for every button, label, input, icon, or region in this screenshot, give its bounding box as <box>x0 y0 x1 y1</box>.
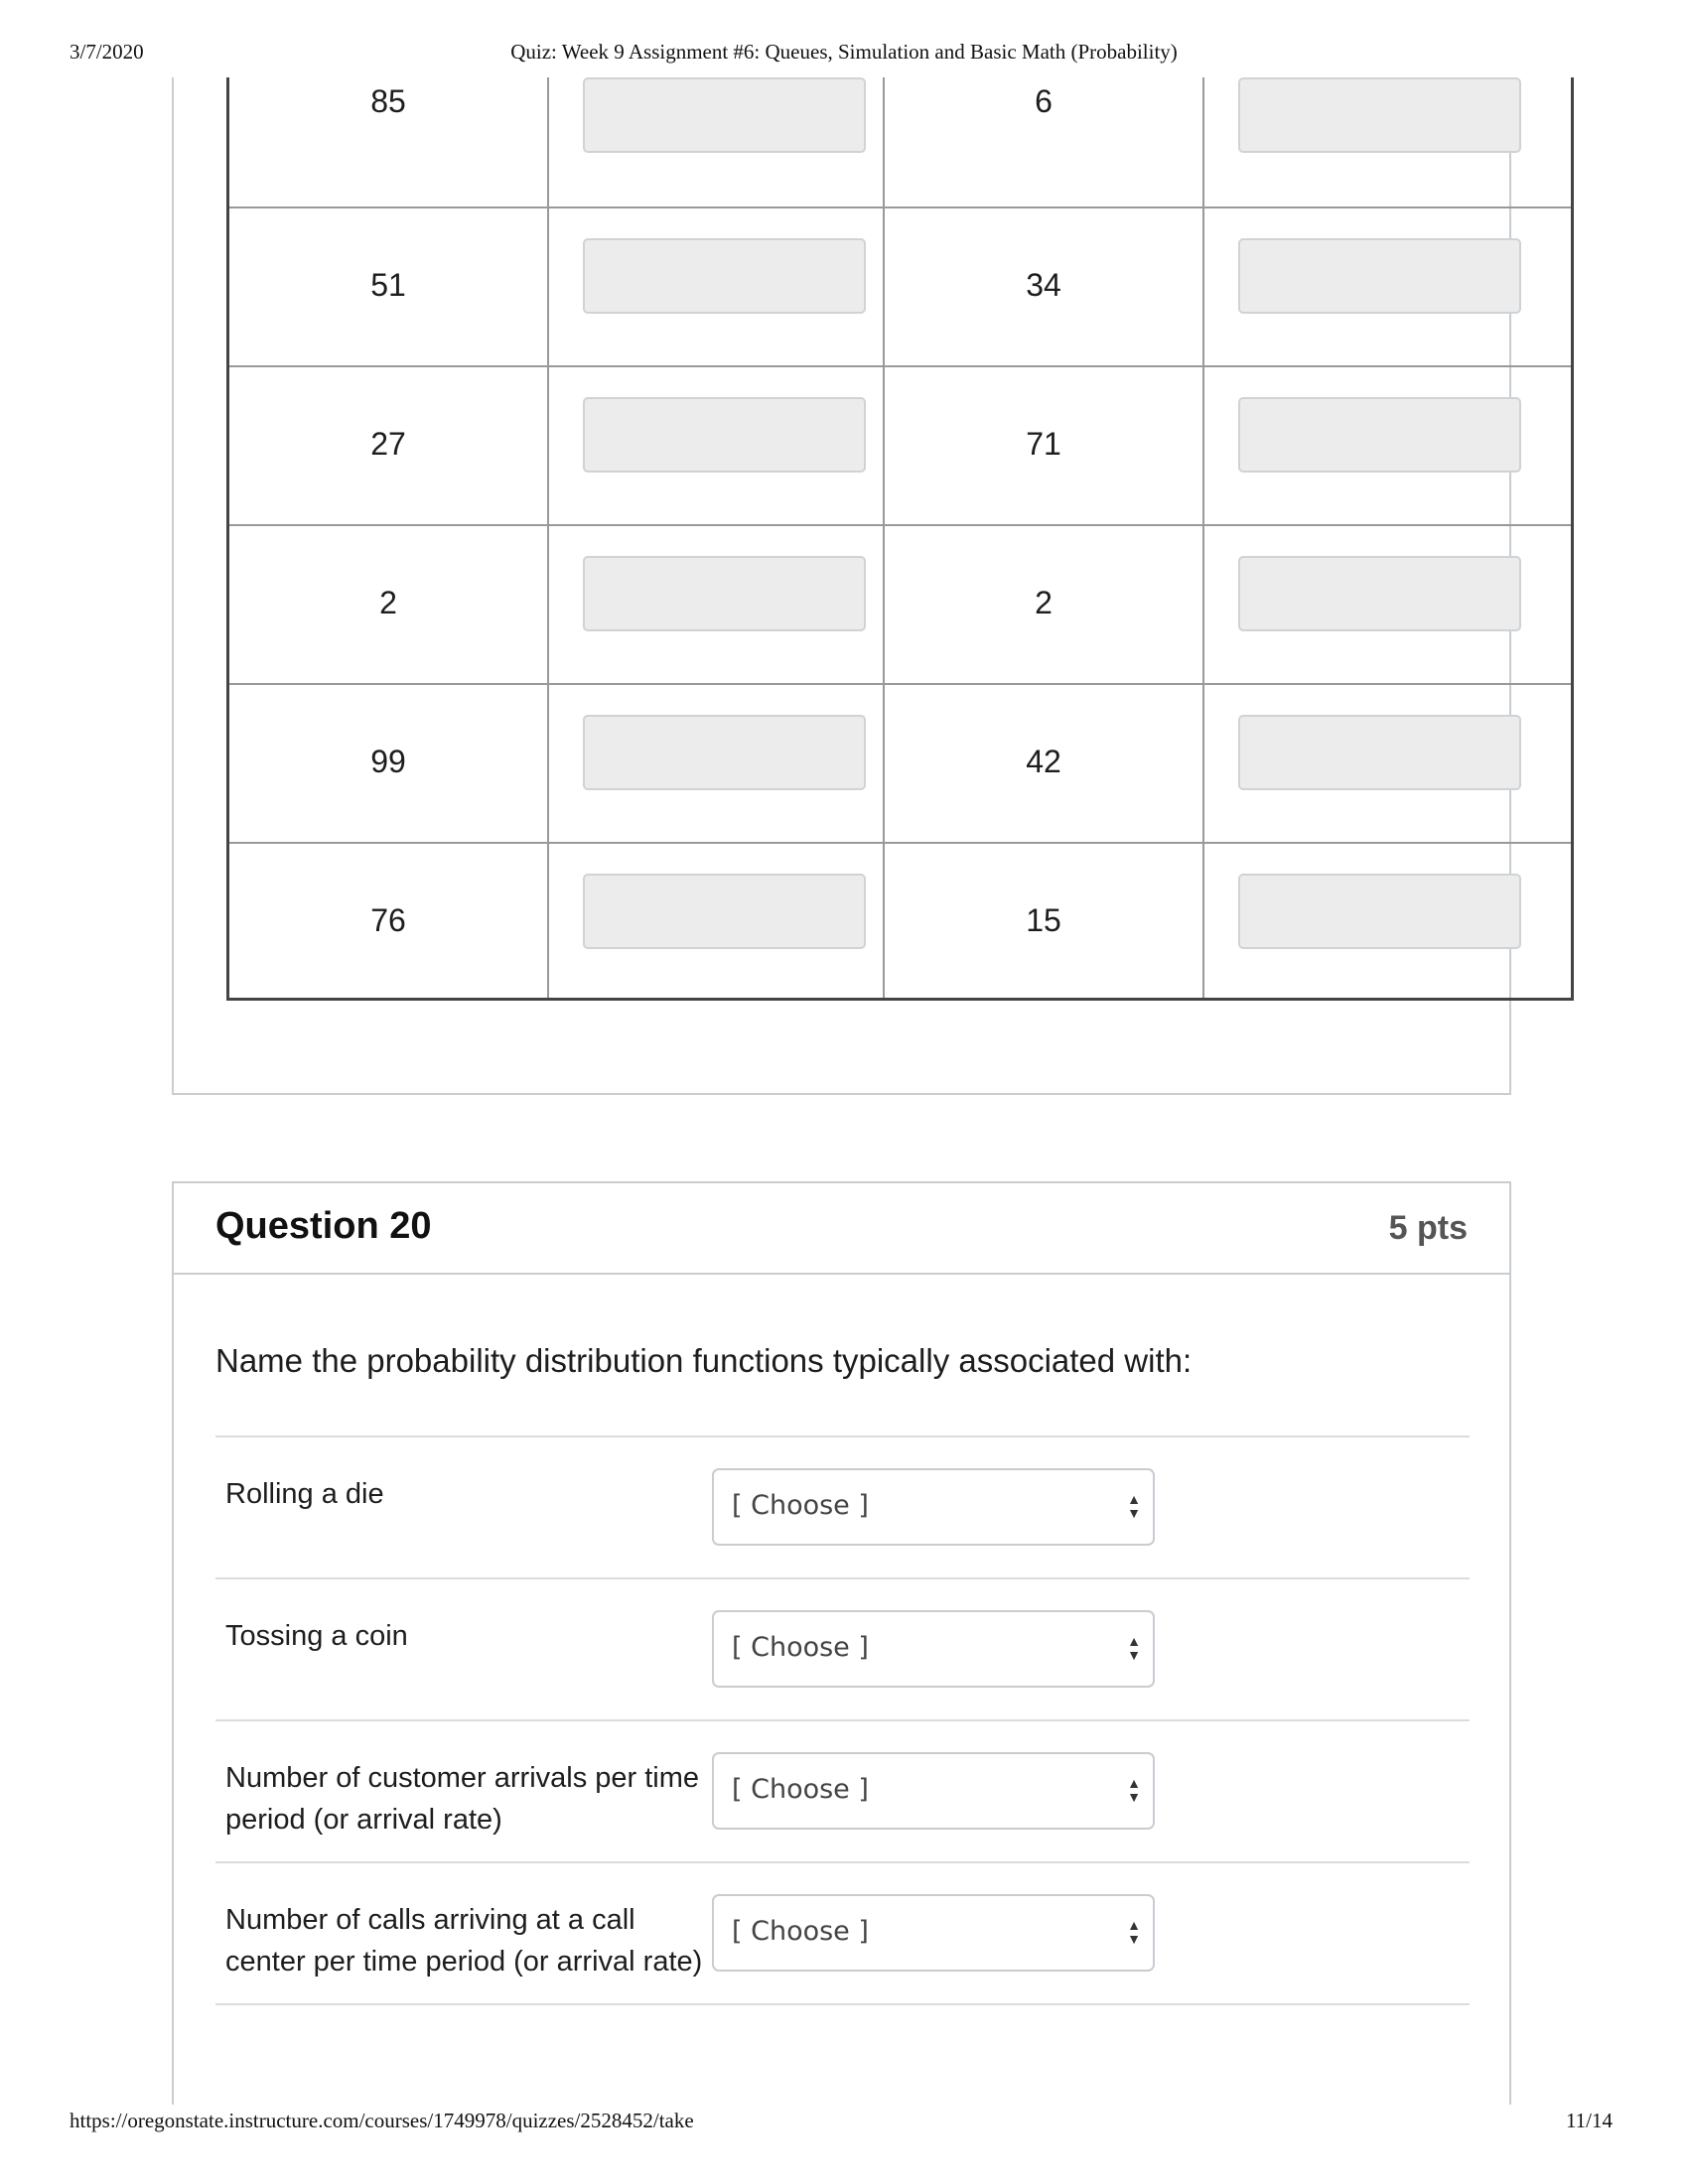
answer-input[interactable] <box>583 556 866 631</box>
random-number: 42 <box>1026 744 1061 779</box>
answer-cell <box>1204 844 1571 998</box>
random-number: 85 <box>370 83 406 119</box>
select-value: [ Choose ] <box>732 1916 869 1947</box>
random-number-cell <box>229 208 549 365</box>
random-number: 2 <box>379 585 397 620</box>
answer-input[interactable] <box>1238 238 1521 314</box>
random-number-cell <box>229 844 549 998</box>
random-number: 71 <box>1026 426 1061 462</box>
answer-input[interactable] <box>583 77 866 153</box>
random-number-cell <box>885 526 1204 683</box>
answer-cell <box>549 367 885 524</box>
distribution-select[interactable] <box>712 1894 1155 1972</box>
matching-prompt-label: Tossing a coin <box>225 1620 408 1652</box>
answer-cell <box>1204 367 1571 524</box>
select-value: [ Choose ] <box>732 1490 869 1521</box>
question-20-card <box>172 1181 1511 2105</box>
answer-cell <box>1204 685 1571 842</box>
distribution-select[interactable] <box>712 1610 1155 1688</box>
random-number: 15 <box>1026 902 1061 938</box>
question-header <box>174 1183 1509 1275</box>
random-number-cell <box>229 685 549 842</box>
matching-row <box>215 1435 1470 1577</box>
random-number: 2 <box>1035 585 1053 620</box>
answer-input[interactable] <box>1238 397 1521 473</box>
sort-arrows-icon: ▲ ▼ <box>1127 1917 1141 1947</box>
answer-input[interactable] <box>1238 556 1521 631</box>
random-number: 51 <box>370 267 406 303</box>
random-number: 34 <box>1026 267 1061 303</box>
random-number: 99 <box>370 744 406 779</box>
matching-row <box>215 1577 1470 1719</box>
answer-input[interactable] <box>1238 715 1521 790</box>
random-number-table <box>226 77 1574 1001</box>
question-title: Question 20 <box>215 1205 432 1247</box>
print-page-title: Quiz: Week 9 Assignment #6: Queues, Simulation and Basic Math (Probability) <box>510 40 1178 64</box>
matching-row <box>215 1719 1470 1861</box>
random-number: 76 <box>370 902 406 938</box>
print-page-number: 11/14 <box>1565 2109 1613 2132</box>
table-row <box>229 77 1571 206</box>
matching-answer-list <box>215 1435 1470 2005</box>
answer-input[interactable] <box>1238 874 1521 949</box>
matching-row <box>215 1861 1470 2005</box>
answer-input[interactable] <box>583 715 866 790</box>
answer-cell <box>549 77 885 206</box>
select-value: [ Choose ] <box>732 1774 869 1805</box>
random-number-cell <box>229 77 549 206</box>
answer-cell <box>1204 77 1571 206</box>
print-url: https://oregonstate.instructure.com/courses/1749978/quizzes/2528452/take <box>70 2109 694 2132</box>
random-number-cell <box>885 367 1204 524</box>
random-number-cell <box>885 208 1204 365</box>
distribution-select[interactable] <box>712 1752 1155 1830</box>
sort-arrows-icon: ▲ ▼ <box>1127 1491 1141 1521</box>
select-value: [ Choose ] <box>732 1632 869 1663</box>
random-number-cell <box>229 367 549 524</box>
answer-cell <box>549 685 885 842</box>
table-row <box>229 524 1571 683</box>
table-row <box>229 206 1571 365</box>
matching-prompt-label: Rolling a die <box>225 1478 384 1510</box>
table-row <box>229 842 1571 998</box>
matching-prompt-label: Number of customer arrivals per time period (or arrival rate) <box>225 1762 700 1836</box>
random-number: 6 <box>1035 83 1053 119</box>
random-number: 27 <box>370 426 406 462</box>
answer-cell <box>549 208 885 365</box>
distribution-select[interactable] <box>712 1468 1155 1546</box>
sort-arrows-icon: ▲ ▼ <box>1127 1633 1141 1663</box>
sort-arrows-icon: ▲ ▼ <box>1127 1775 1141 1805</box>
print-date: 3/7/2020 <box>70 40 144 64</box>
answer-input[interactable] <box>583 874 866 949</box>
random-number-cell <box>885 77 1204 206</box>
answer-input[interactable] <box>583 397 866 473</box>
question-points: 5 pts <box>1388 1209 1468 1247</box>
answer-input[interactable] <box>583 238 866 314</box>
random-number-cell <box>229 526 549 683</box>
random-number-cell <box>885 844 1204 998</box>
answer-cell <box>549 526 885 683</box>
table-row <box>229 365 1571 524</box>
question-prompt: Name the probability distribution functions typically associated with: <box>215 1342 1193 1379</box>
answer-cell <box>1204 526 1571 683</box>
answer-cell <box>1204 208 1571 365</box>
answer-input[interactable] <box>1238 77 1521 153</box>
matching-prompt-label: Number of calls arriving at a call center per time period (or arrival rate) <box>225 1904 703 1978</box>
table-row <box>229 683 1571 842</box>
answer-cell <box>549 844 885 998</box>
random-number-cell <box>885 685 1204 842</box>
